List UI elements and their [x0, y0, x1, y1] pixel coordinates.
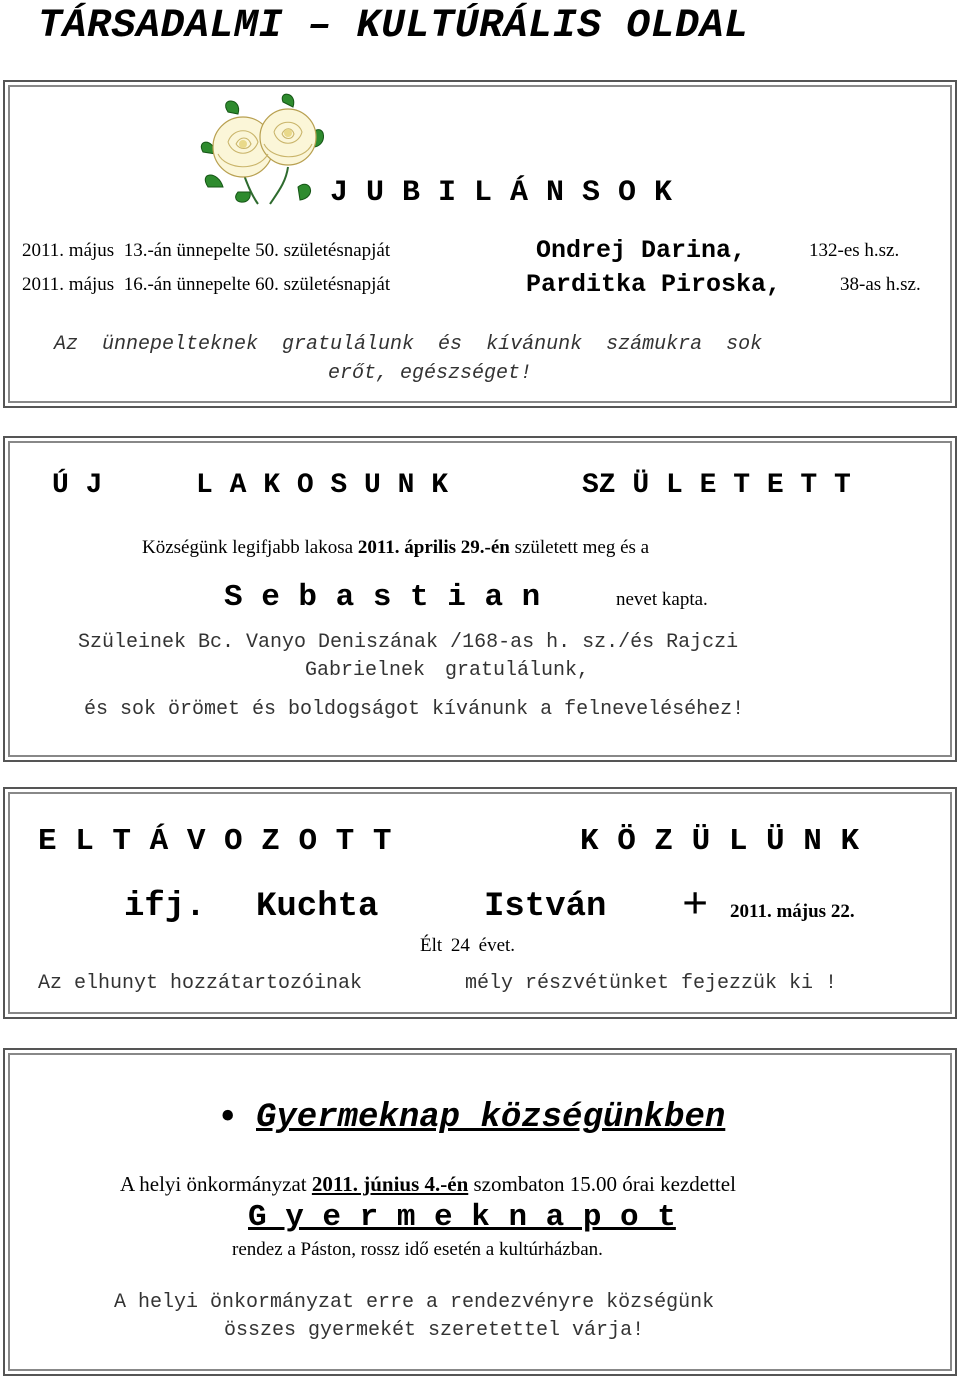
birth-announcement	[142, 537, 649, 559]
cross-symbol: +	[682, 877, 709, 928]
jubilansok-wish-2: erőt, egészséget!	[328, 362, 533, 385]
deceased-name-last: Kuchta	[256, 888, 379, 926]
jubilansok-line-2	[22, 274, 390, 296]
jubilant-address-2: 38-as h.sz.	[840, 274, 921, 295]
day-text: 16.-án	[123, 274, 172, 295]
uj-lakos-heading-mid: L A K O S U N K	[196, 470, 449, 501]
invite-line-2: összes gyermekét szeretettel várja!	[224, 1319, 645, 1342]
jubilansok-heading: J U B I L Á N S O K	[330, 176, 673, 210]
deceased-age: Élt 24 évet.	[420, 935, 516, 956]
parents-line-2: Gabrielnek gratulálunk,	[305, 659, 590, 682]
death-date: 2011. május 22.	[730, 901, 855, 922]
event-location: rendez a Páston, rossz idő esetén a kultúrházban.	[232, 1239, 603, 1260]
birth-prefix: Községünk legifjabb lakosa	[142, 537, 354, 558]
event-date: 2011. június 4.-én	[311, 1172, 469, 1196]
uj-lakos-heading-right: SZ Ü L E T E T T	[582, 470, 851, 501]
birth-suffix: született meg és a	[514, 537, 650, 558]
deceased-name-given: István	[484, 888, 607, 926]
date-text: 2011. május	[22, 274, 115, 295]
event-line-1	[120, 1172, 736, 1197]
verb-text: ünnepelte	[176, 274, 251, 295]
jubilansok-line-1	[22, 240, 390, 262]
verb-text: ünnepelte	[176, 240, 251, 261]
jubilant-name-1: Ondrej Darina,	[536, 236, 747, 265]
date-text: 2011. május	[22, 240, 115, 261]
newborn-wish: és sok örömet és boldogságot kívánunk a felneveléséhez!	[84, 698, 745, 721]
eltavozott-heading-right: K Ö Z Ü L Ü N K	[580, 824, 860, 859]
eltavozott-heading-left: E L T Á V O Z O T T	[38, 824, 392, 859]
event-time: szombaton 15.00 órai kezdettel	[473, 1172, 736, 1196]
uj-lakos-heading-left: Ú J	[52, 470, 103, 501]
jubilansok-wish-1: Az ünnepelteknek gratulálunk és kívánunk számukra sok	[54, 333, 763, 356]
age-text: 60. születésnapját	[255, 274, 391, 295]
birth-date: 2011. április 29.-én	[357, 537, 510, 558]
name-suffix: nevet kapta.	[616, 589, 708, 610]
parents-line-1: Szüleinek Bc. Vanyo Deniszának /168-as h. sz./és Rajczi	[78, 631, 739, 654]
age-text: 50. születésnapját	[255, 240, 391, 261]
day-text: 13.-án	[123, 240, 172, 261]
invite-line-1: A helyi önkormányzat erre a rendezvényre községünk	[114, 1291, 715, 1314]
jubilant-name-2: Parditka Piroska,	[526, 270, 782, 299]
gyermeknap-heading: Gyermeknap községünkben	[256, 1099, 726, 1137]
page-title: TÁRSADALMI – KULTÚRÁLIS OLDAL	[38, 4, 749, 49]
condolence-left: Az elhunyt hozzátartozóinak	[38, 972, 363, 995]
deceased-name-first: ifj.	[124, 888, 206, 926]
jubilant-address-1: 132-es h.sz.	[809, 240, 900, 261]
event-name: G y e r m e k n a p o t	[248, 1200, 676, 1235]
baby-name: S e b a s t i a n	[224, 580, 541, 615]
white-roses-illustration	[198, 92, 328, 207]
bullet-icon: •	[220, 1091, 236, 1140]
event-organizer: A helyi önkormányzat	[120, 1172, 307, 1196]
condolence-right: mély részvétünket fejezzük ki !	[465, 972, 838, 995]
